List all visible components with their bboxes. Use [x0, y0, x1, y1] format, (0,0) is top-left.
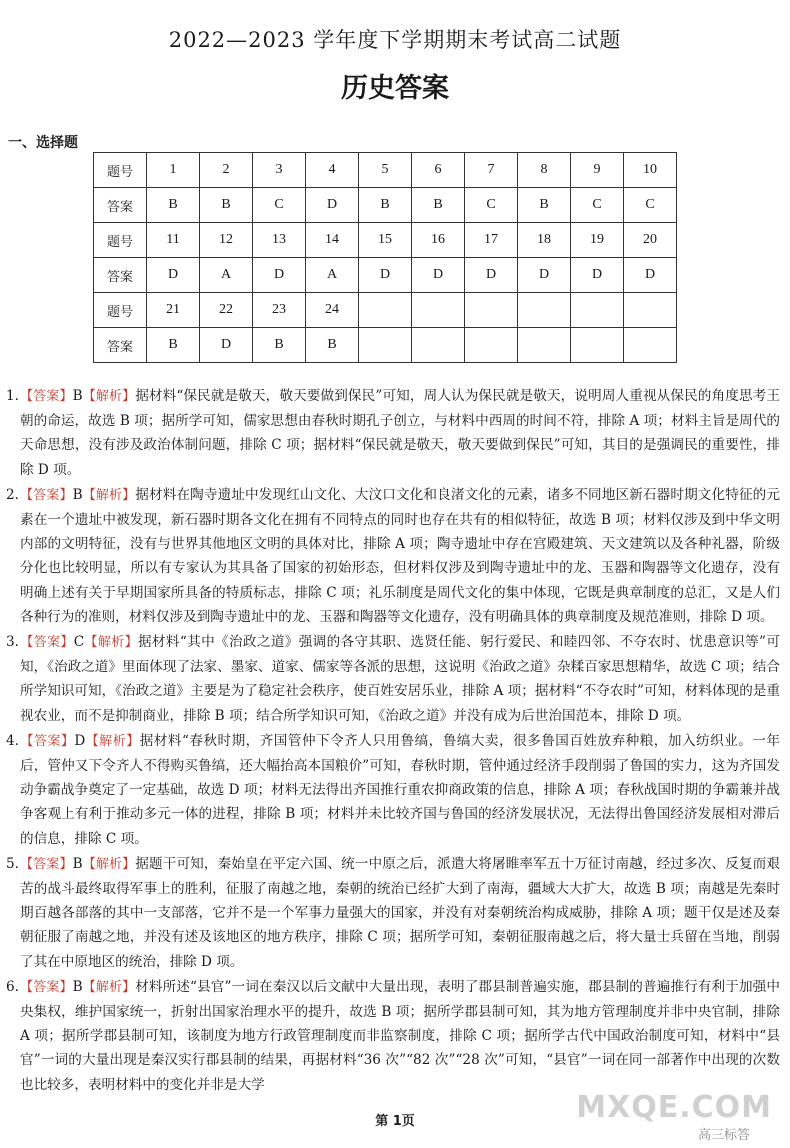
table-cell: [359, 328, 412, 363]
item-number: 5.: [6, 855, 19, 872]
explanation-text: 材料所述“县官”一词在秦汉以后文献中大量出现，表明了郡县制普遍实施，郡县制的普遍推行有利于加强中央集权，维护国家统一，折射出国家治理水平的提升，故选 B 项；据所学郡县制可知，其为地方管理制度并非中央官制，排除 A 项；据所学郡县制可知，该制度为地方行政管理制度而非监察制度，排除 C 项；据所学古代中国政治制度可知，材料中“县官”一词的大量出现是秦汉实行郡县制的结果，再据材料“36 次”“82 次”“28 次”可知，“县官”一词在同一部著作中出现的次数也比较多，表明材料中的变化并非是大学: [20, 978, 780, 1093]
analysis-tag: 【解析】: [82, 856, 136, 872]
item-number: 4.: [6, 732, 19, 749]
table-cell: 2: [200, 153, 253, 188]
section-title: 一、选择题: [8, 135, 78, 151]
table-cell: 14: [306, 223, 359, 258]
table-cell: 5: [359, 153, 412, 188]
table-cell: 1: [147, 153, 200, 188]
table-cell: 11: [147, 223, 200, 258]
table-cell: C: [571, 188, 624, 223]
page-number: 第 1页: [375, 1114, 415, 1129]
table-cell: B: [518, 188, 571, 223]
table-cell: B: [359, 188, 412, 223]
table-cell: D: [359, 258, 412, 293]
row-label: 答案: [94, 258, 147, 293]
table-cell: D: [571, 258, 624, 293]
table-cell: [518, 293, 571, 328]
table-cell: [412, 293, 465, 328]
analysis-tag: 【解析】: [82, 389, 136, 404]
row-label: 答案: [94, 328, 147, 363]
table-cell: D: [147, 258, 200, 293]
table-cell: A: [200, 258, 253, 293]
table-row: [94, 328, 677, 363]
explanation-item: [6, 852, 780, 974]
table-cell: 13: [253, 223, 306, 258]
table-cell: 20: [624, 223, 677, 258]
row-label: 题号: [94, 153, 147, 188]
answer-letter: B: [72, 486, 83, 503]
table-cell: D: [253, 258, 306, 293]
table-cell: C: [624, 188, 677, 223]
explanation-text: 据题干可知，秦始皇在平定六国、统一中原之后，派遣大将屠睢率军五十万征讨南越，经过多次、反复而艰苦的战斗最终取得军事上的胜利，征服了南越之地，秦朝的统治已经扩大到了南海，疆域大大扩大，故选 B 项；南越是先秦时期百越各部落的其中一支部落，它并不是一个军事力量强大的国家，并没有对秦朝统治构成威胁，排除 A 项；题干仅是述及秦朝征服了南越之地，并没有述及该地区的地方秩序，排除 C 项；据所学可知，秦朝征服南越之后，将大量士兵留在当地，削弱了其在中原地区的统治，排除 D 项。: [20, 855, 780, 970]
answer-letter: B: [72, 388, 83, 404]
table-cell: [465, 293, 518, 328]
table-cell: 24: [306, 293, 359, 328]
table-cell: B: [306, 328, 359, 363]
answer-tag: 【答案】: [20, 487, 73, 503]
table-cell: B: [147, 188, 200, 223]
answer-table: [93, 152, 677, 363]
table-row: [94, 153, 677, 188]
answer-tag: 【答案】: [20, 389, 73, 404]
analysis-tag: 【解析】: [82, 487, 136, 503]
table-row: [94, 293, 677, 328]
explanation-item: [6, 975, 780, 1097]
table-cell: 12: [200, 223, 253, 258]
table-cell: D: [465, 258, 518, 293]
answer-tag: 【答案】: [20, 635, 74, 651]
explanation-item: [6, 630, 780, 728]
table-cell: [518, 328, 571, 363]
table-cell: D: [412, 258, 465, 293]
table-cell: 18: [518, 223, 571, 258]
table-cell: [624, 328, 677, 363]
table-cell: D: [518, 258, 571, 293]
table-cell: [624, 293, 677, 328]
table-cell: [359, 293, 412, 328]
answer-letter: D: [74, 732, 86, 749]
analysis-tag: 【解析】: [82, 979, 136, 995]
explanation-text: 据材料“春秋时期，齐国管仲下令齐人只用鲁缟，鲁缟大卖，很多鲁国百姓放弃种粮，加入纺织业。一年后，管仲又下令齐人不得购买鲁缟，还大幅抬高本国粮价”可知，春秋时期，管仲通过经济手段削弱了鲁国的实力，这为齐国发动争霸战争奠定了一定基础，故选 D 项；材料无法得出齐国推行重农抑商政策的信息，排除 A 项；春秋战国时期的争霸兼并战争客观上有利于推动多元一体的进程，排除 B 项；材料并未比较齐国与鲁国的经济发展状况，无法得出鲁国经济发展相对滞后的信息，排除 C 项。: [20, 732, 780, 847]
item-number: 6.: [6, 978, 19, 995]
explanation-text: 据材料在陶寺遗址中发现红山文化、大汶口文化和良渚文化的元素，诸多不同地区新石器时期文化特征的元素在一个遗址中被发现，新石器时期各文化在拥有不同特点的同时也存在共有的相似特征，故选 B 项；材料仅涉及到中华文明内部的文明特征，没有与世界其他地区文明的具体对比，排除 A 项；陶寺遗址中存在宫殿建筑、天文建筑以及各种礼器，阶级分化也比较明显，所以有专家认为其具备了国家的初始形态，但材料仅涉及到陶寺遗址中的龙、玉器和陶器等文化遗存，没有明确上述有关于早期国家所具备的特质标志，排除 C 项；礼乐制度是周代文化的集中体现，它既是典章制度的总汇，又是人们各种行为的准则，材料仅涉及到陶寺遗址中的龙、玉器和陶器等文化遗存，没有明确具体的典章制度及规范准则，排除 D 项。: [20, 486, 780, 625]
table-cell: B: [412, 188, 465, 223]
watermark: MXQE.COM: [576, 1090, 772, 1125]
table-cell: 4: [306, 153, 359, 188]
table-cell: [571, 293, 624, 328]
table-row: [94, 188, 677, 223]
table-cell: 6: [412, 153, 465, 188]
explanation-item: [6, 384, 780, 482]
table-cell: D: [624, 258, 677, 293]
table-cell: A: [306, 258, 359, 293]
answer-tag: 【答案】: [20, 979, 73, 995]
table-cell: 21: [147, 293, 200, 328]
table-cell: 9: [571, 153, 624, 188]
table-cell: 10: [624, 153, 677, 188]
answer-letter: C: [73, 634, 85, 651]
table-cell: C: [253, 188, 306, 223]
explanation-text: 据材料“保民就是敬天，敬天要做到保民”可知，周人认为保民就是敬天，说明周人重视从保民的角度思考王朝的命运，故选 B 项；据所学可知，儒家思想由春秋时期孔子创立，与材料中西周的时间不符，排除 A 项；材料主旨是周代的天命思想，没有涉及政治体制问题，排除 C 项；据材料“保民就是敬天，敬天要做到保民”可知，其目的是强调民的重要性，排除 D 项。: [20, 388, 780, 478]
table-cell: 17: [465, 223, 518, 258]
table-cell: D: [306, 188, 359, 223]
table-cell: 22: [200, 293, 253, 328]
table-cell: B: [200, 188, 253, 223]
row-label: 题号: [94, 293, 147, 328]
table-cell: [571, 328, 624, 363]
table-cell: 15: [359, 223, 412, 258]
table-cell: 19: [571, 223, 624, 258]
row-label: 答案: [94, 188, 147, 223]
answer-letter: B: [72, 978, 83, 995]
table-cell: C: [465, 188, 518, 223]
table-cell: [465, 328, 518, 363]
table-cell: [412, 328, 465, 363]
analysis-tag: 【解析】: [85, 733, 140, 749]
item-number: 1.: [6, 388, 19, 404]
answer-tag: 【答案】: [20, 733, 75, 749]
table-cell: 16: [412, 223, 465, 258]
page-subtitle: 历史答案: [341, 73, 449, 104]
table-cell: 23: [253, 293, 306, 328]
table-cell: 8: [518, 153, 571, 188]
table-row: [94, 223, 677, 258]
explanation-item: [6, 483, 780, 629]
item-number: 3.: [6, 634, 19, 651]
table-cell: B: [253, 328, 306, 363]
explanation-item: [6, 729, 780, 851]
exam-title: 2022—2023 学年度下学期期末考试高二试题: [168, 28, 622, 52]
answer-letter: B: [72, 855, 83, 872]
explanation-text: 据材料“其中《治政之道》强调的各守其职、选贤任能、躬行爱民、和睦四邻、不夺农时、忧患意识等”可知，《治政之道》里面体现了法家、墨家、道家、儒家等各派的思想，这说明《治政之道》杂糅百家思想精华，故选 C 项；结合所学知识可知，《治政之道》主要是为了稳定社会秩序，使百姓安居乐业，排除 A 项；据材料“不夺农时”可知，材料体现的是重视农业，而不是抑制商业，排除 B 项；结合所学知识可知，《治政之道》并没有成为后世治国范本，排除 D 项。: [20, 634, 780, 724]
answer-tag: 【答案】: [20, 856, 73, 872]
table-row: [94, 258, 677, 293]
watermark-caption: 高三标答: [697, 1128, 750, 1143]
table-cell: 3: [253, 153, 306, 188]
item-number: 2.: [6, 486, 19, 503]
analysis-tag: 【解析】: [84, 635, 138, 651]
table-cell: B: [147, 328, 200, 363]
row-label: 题号: [94, 223, 147, 258]
table-cell: 7: [465, 153, 518, 188]
table-cell: D: [200, 328, 253, 363]
explanations-list: [6, 384, 780, 1098]
